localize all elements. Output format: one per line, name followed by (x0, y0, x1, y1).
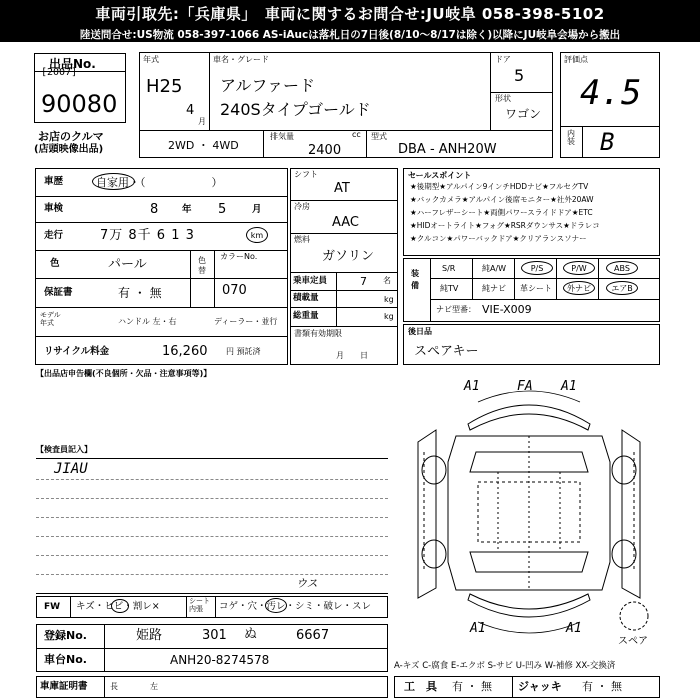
mileage-unit: km (250, 230, 264, 240)
equip-leather-seat: 革シート (520, 284, 552, 293)
warranty-label: 保証書 (44, 287, 73, 298)
shop-car-label: お店のクルマ (38, 130, 104, 143)
displacement-label: 排気量 (270, 132, 294, 141)
score-label: 評価点 (564, 55, 588, 64)
navi-model-label: ナビ型番： (436, 305, 476, 314)
warranty-value: 有 ・ 無 (118, 286, 162, 300)
lot-year-stamp: [2007] (41, 67, 78, 78)
sales-point-line-4: ★HIDオートライト★フォグ★RSRダウンサス★ドラレコ (410, 221, 600, 230)
capacity-unit: 名 (383, 276, 391, 285)
navi-model-value: VIE-X009 (482, 303, 532, 316)
year-label: 年式 (143, 55, 159, 64)
model-value: DBA - ANH20W (398, 142, 497, 157)
equip-sunroof: S/R (442, 264, 456, 273)
jack-label: ジャッキ (518, 680, 562, 693)
drive-value: 2WD ・ 4WD (168, 139, 239, 152)
color-value: パール (108, 257, 147, 272)
registration-city: 姫路 (136, 628, 163, 643)
month-unit: 月 (198, 117, 206, 126)
sales-points-box (403, 168, 660, 256)
history-label: 車歴 (44, 176, 64, 187)
fw-crack-circle (111, 599, 129, 613)
sales-point-line-5: ★クルコン★パワーバックドア★クリアランスソナー (410, 234, 587, 243)
inspection-month: 5 (218, 202, 227, 217)
sales-point-line-1: ★後期型★アルパイン9インチHDDナビ★フルセグTV (410, 182, 589, 191)
fw-stain-circle (265, 598, 287, 613)
tools-value: 有 ・ 無 (452, 680, 492, 693)
cc-label: cc (352, 130, 361, 139)
month-value: 4 (186, 103, 195, 118)
model-year-label: モデル年式 (40, 311, 61, 327)
car-grade: 240Sタイプゴールド (220, 100, 371, 119)
interior-value: B (600, 128, 615, 156)
inspector-label: 【検査員記入】 (36, 445, 92, 454)
damage-mark-front-right: A1 (561, 379, 577, 394)
equip-genuine-navi: 純ナビ (482, 284, 506, 293)
fuel-value: ガソリン (322, 249, 375, 264)
defects-label: 【出品店申告欄(不良個所・欠品・注意事項等)】 (36, 369, 212, 378)
lot-label: 出品No. (49, 57, 96, 71)
damage-mark-rear-left: A1 (470, 621, 486, 636)
sales-point-line-3: ★ハーフレザーシート★両側パワースライドドア★ETC (410, 208, 593, 217)
capacity-label: 乗車定員 (293, 276, 328, 286)
registration-kana: ぬ (244, 627, 258, 642)
garage-cert-label: 車庫証明書 (40, 681, 88, 692)
accessories-label: 後日品 (408, 327, 432, 336)
body-label: 形状 (495, 94, 511, 103)
handle-value: ハンドル 左・右 (118, 317, 177, 326)
accessories-value: スペアキー (414, 344, 479, 359)
load-unit: kg (384, 295, 394, 304)
door-label: ドア (495, 55, 511, 64)
car-name: アルファード (220, 76, 316, 95)
capacity-value: 7 (360, 275, 367, 288)
model-label: 型式 (371, 132, 387, 141)
shop-car-note: (店頭映像出品) (34, 144, 104, 155)
damage-legend: A-キズ C-腐食 E-エクボ S-サビ U-凹み W-補修 XX-交換済 (394, 661, 616, 671)
equip-power-steering: P/S (521, 261, 553, 275)
color-label: 色 (50, 258, 60, 269)
inspection-year: 8 (150, 202, 159, 217)
total-weight-unit: kg (384, 312, 394, 321)
ac-value: AAC (332, 215, 359, 230)
equip-genuine-aw: 純A/W (482, 264, 507, 273)
equip-genuine-tv: 純TV (440, 284, 459, 293)
fuel-label: 燃料 (294, 235, 310, 244)
dealer-value: ディーラー・並行 (214, 317, 278, 326)
registration-class: 301 (202, 628, 227, 643)
tools-label: 工 具 (404, 680, 437, 693)
sales-points-label: セールスポイント (408, 171, 472, 180)
inspector-note: JIAU (54, 461, 88, 477)
score-value: 4.5 (580, 73, 642, 113)
damage-mark-rear-right: A1 (566, 621, 582, 636)
chassis-label: 車台No. (44, 653, 87, 666)
sales-point-line-2: ★バックカメラ★アルパイン後席モニター★社外20AW (410, 195, 594, 204)
private-use-circle (92, 173, 135, 190)
fw-seat-items: コゲ・穴・汚レ・シミ・破レ・スレ (219, 601, 372, 612)
registration-number: 6667 (296, 628, 330, 643)
equip-abs: ABS (606, 261, 638, 275)
equip-power-window: P/W (563, 261, 595, 275)
door-value: 5 (514, 66, 525, 85)
inspection-month-unit: 月 (252, 204, 262, 215)
lot-number: 90080 (41, 90, 118, 118)
accessories-box (403, 324, 660, 365)
header-transport-bar: 陸送問合せ:US物流 058-397-1066 AS-iAucは落札日の7日後(8/10～8/17は除く)以降にJU岐阜会場から搬出 (0, 26, 700, 42)
registration-label: 登録No. (44, 629, 87, 642)
equipment-label: 装備 (411, 269, 419, 290)
history-value: 自家用・（ ） (96, 176, 223, 189)
color-no-value: 070 (222, 283, 247, 298)
year-value: H25 (146, 76, 183, 97)
fw-seat-label: シート内張 (189, 597, 210, 613)
chassis-value: ANH20-8274578 (170, 653, 270, 667)
body-value: ワゴン (505, 107, 542, 121)
car-damage-diagram (398, 372, 660, 654)
fw-items: キズ・ヒビ・割レ× (76, 601, 160, 612)
ac-label: 冷房 (294, 202, 310, 211)
fw-label: FW (44, 602, 61, 612)
damage-mark-front-left: A1 (464, 379, 480, 394)
lot-box (34, 53, 126, 123)
recycle-unit: 円 預託済 (226, 347, 261, 356)
mileage-value: 7万 8千 6 1 3 (100, 228, 195, 243)
displacement-value: 2400 (308, 143, 342, 158)
interior-label: 内装 (567, 129, 575, 146)
header-contact-bar: 車両引取先:「兵庫県」 車両に関するお問合せ:JU岐阜 058-398-5102 (0, 0, 700, 26)
load-label: 積載量 (293, 293, 319, 303)
shift-value: AT (334, 181, 350, 196)
jack-value: 有 ・ 無 (582, 680, 622, 693)
damage-mark-front-center: FA (517, 379, 533, 394)
inspection-year-unit: 年 (182, 204, 192, 215)
shift-label: シフト (294, 170, 318, 179)
inspection-label: 車検 (44, 203, 64, 214)
garage-cert-values: 長 左 (110, 682, 158, 691)
color-no-label: カラーNo. (220, 252, 258, 261)
expiry-label: 書類有効期限 (294, 329, 342, 338)
mileage-label: 走行 (44, 230, 64, 241)
name-label: 車名・グレード (213, 55, 269, 64)
recycle-label: リサイクル料金 (44, 346, 110, 357)
equip-airbag: エアB (606, 281, 638, 295)
fw-annotation: ウス (296, 577, 318, 590)
expiry-unit: 月 日 (336, 351, 368, 360)
recycle-value: 16,260 (162, 344, 208, 359)
spare-label: スペア (618, 636, 648, 647)
total-weight-label: 総重量 (293, 311, 319, 321)
km-unit-circle (246, 227, 268, 243)
equip-aftermarket-navi: 外ナビ (563, 281, 595, 295)
garage-cert-box (36, 676, 388, 698)
color-change-label: 色替 (198, 256, 206, 275)
